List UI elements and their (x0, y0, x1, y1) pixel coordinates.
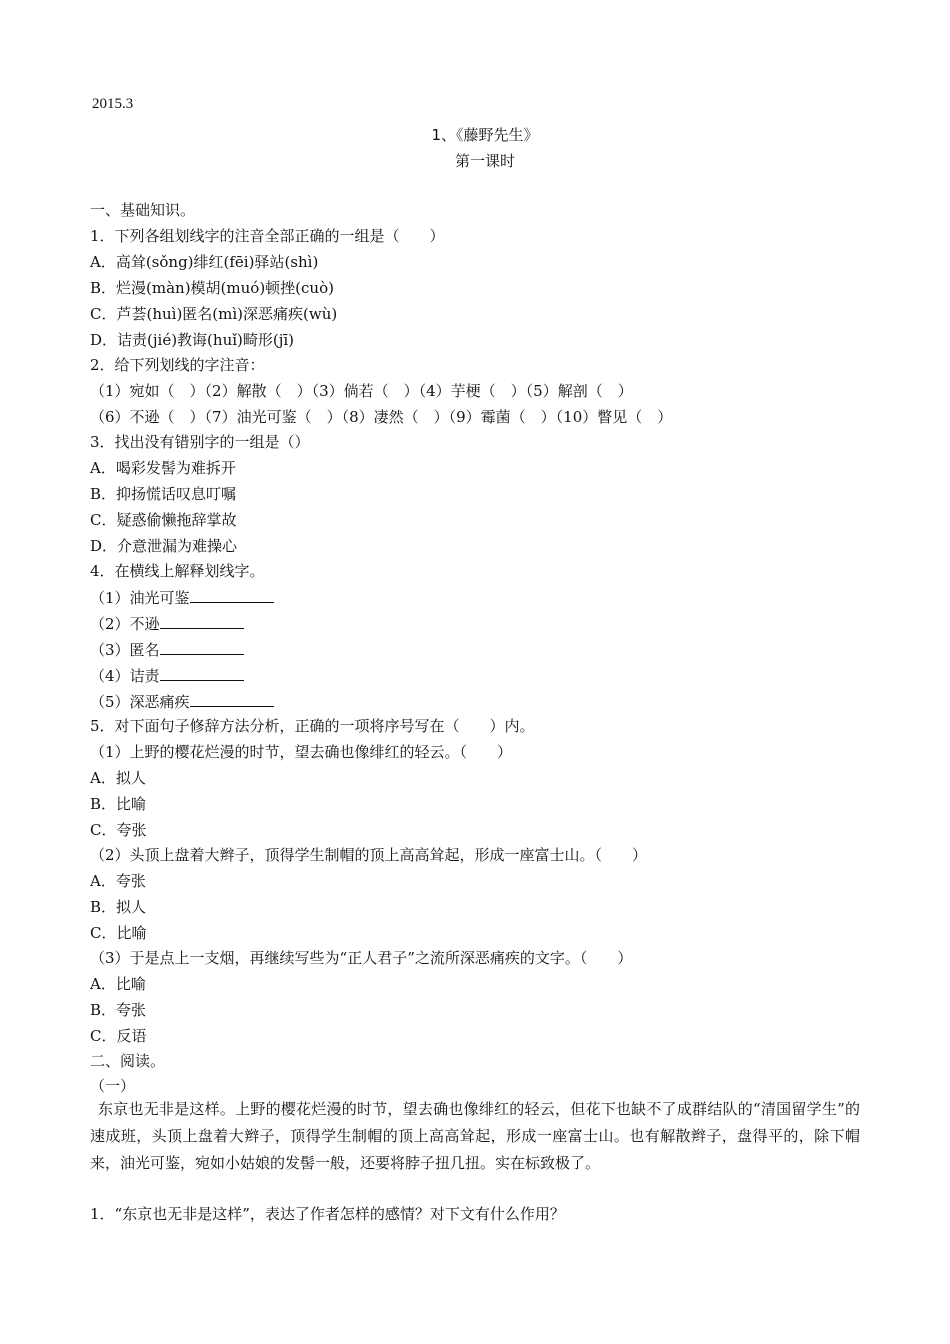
q5-2-option-c: C．比喻 (90, 924, 147, 942)
q4-item-5-label: （5）深恶痛疾 (90, 693, 190, 711)
q5-sentence-3: （3）于是点上一支烟，再继续写些为“正人君子”之流所深恶痛疾的文字。（ ） (90, 949, 633, 967)
q4-item-4 (90, 665, 244, 686)
q4-item-3-label: （3）匿名 (90, 641, 160, 659)
q4-item-4-blank[interactable] (160, 665, 244, 681)
q2-stem: 2．给下列划线的字注音： (90, 356, 265, 374)
q5-1-option-c: C．夸张 (90, 821, 147, 839)
q5-2-option-b: B．拟人 (90, 898, 147, 916)
q3-stem: 3．找出没有错别字的一组是（） (90, 433, 310, 451)
q4-item-3-blank[interactable] (160, 639, 244, 655)
q5-2-option-a: A．夸张 (90, 872, 146, 890)
q5-3-option-a: A．比喻 (90, 975, 146, 993)
q4-item-1-blank[interactable] (190, 587, 274, 603)
q5-stem: 5．对下面句子修辞方法分析，正确的一项将序号写在（ ）内。 (90, 717, 535, 735)
q4-item-5 (90, 691, 274, 712)
q5-3-option-b: B．夸张 (90, 1001, 147, 1019)
q1-option-d: D．诘责(jié)教诲(huǐ)畸形(jī) (90, 331, 295, 349)
q4-item-1 (90, 587, 274, 608)
q3-option-d: D．介意泄漏为难操心 (90, 537, 238, 555)
q2-row-2: （6）不逊（ ）（7）油光可鉴（ ）（8）凄然（ ）（9）霉菌（ ）（10）瞥见（ ） (90, 408, 673, 426)
q5-1-option-a: A．拟人 (90, 769, 146, 787)
q5-1-option-b: B．比喻 (90, 795, 147, 813)
reading-q1: 1．“东京也无非是这样”，表达了作者怎样的感情？对下文有什么作用？ (90, 1205, 565, 1223)
q3-option-c: C．疑惑偷懒拖辞掌故 (90, 511, 237, 529)
date-label: 2015.3 (92, 96, 134, 112)
lesson-subtitle: 第一课时 (454, 152, 515, 170)
q4-item-4-label: （4）诘责 (90, 667, 160, 685)
reading-part-label: （一） (90, 1077, 136, 1095)
lesson-title: 1、《藤野先生》 (431, 126, 539, 144)
q4-item-2 (90, 613, 244, 634)
q4-stem: 4．在横线上解释划线字。 (90, 562, 265, 580)
q5-3-option-c: C．反语 (90, 1027, 147, 1045)
q4-item-2-label: （2）不逊 (90, 615, 160, 633)
q2-row-1: （1）宛如（ ）（2）解散（ ）（3）倘若（ ）（4）芋梗（ ）（5）解剖（ ） (90, 382, 633, 400)
q5-sentence-1: （1）上野的樱花烂漫的时节，望去确也像绯红的轻云。（ ） (90, 743, 513, 761)
q3-option-a: A．喝彩发髻为难拆开 (90, 459, 236, 477)
section-2-heading: 二、阅读。 (90, 1052, 166, 1070)
section-1-heading: 一、基础知识。 (90, 201, 196, 219)
q4-item-1-label: （1）油光可鉴 (90, 589, 190, 607)
reading-passage: 东京也无非是这样。上野的樱花烂漫的时节，望去确也像绯红的轻云，但花下也缺不了成群结队的“清国留学生”的速成班，头顶上盘着大辫子，顶得学生制帽的顶上高高耸起，形成一座富士山。也有解散辫子，盘得平的，除下帽来，油光可鉴，宛如小姑娘的发髻一般，还要将脖子扭几扭。实在标致极了。 (90, 1100, 860, 1172)
q5-sentence-2: （2）头顶上盘着大辫子，顶得学生制帽的顶上高高耸起，形成一座富士山。（ ） (90, 846, 648, 864)
q4-item-5-blank[interactable] (190, 691, 274, 707)
q1-option-b: B．烂漫(màn)模胡(muó)顿挫(cuò) (90, 279, 334, 297)
q3-option-b: B．抑扬慌话叹息叮嘱 (90, 485, 237, 503)
q4-item-3 (90, 639, 244, 660)
q1-option-c: C．芦荟(huì)匿名(mì)深恶痛疾(wù) (90, 305, 338, 323)
q4-item-2-blank[interactable] (160, 613, 244, 629)
q1-option-a: A．高耸(sǒng)绯红(fēi)驿站(shì) (90, 253, 319, 271)
q1-stem: 1．下列各组划线字的注音全部正确的一组是（ ） (90, 227, 445, 245)
